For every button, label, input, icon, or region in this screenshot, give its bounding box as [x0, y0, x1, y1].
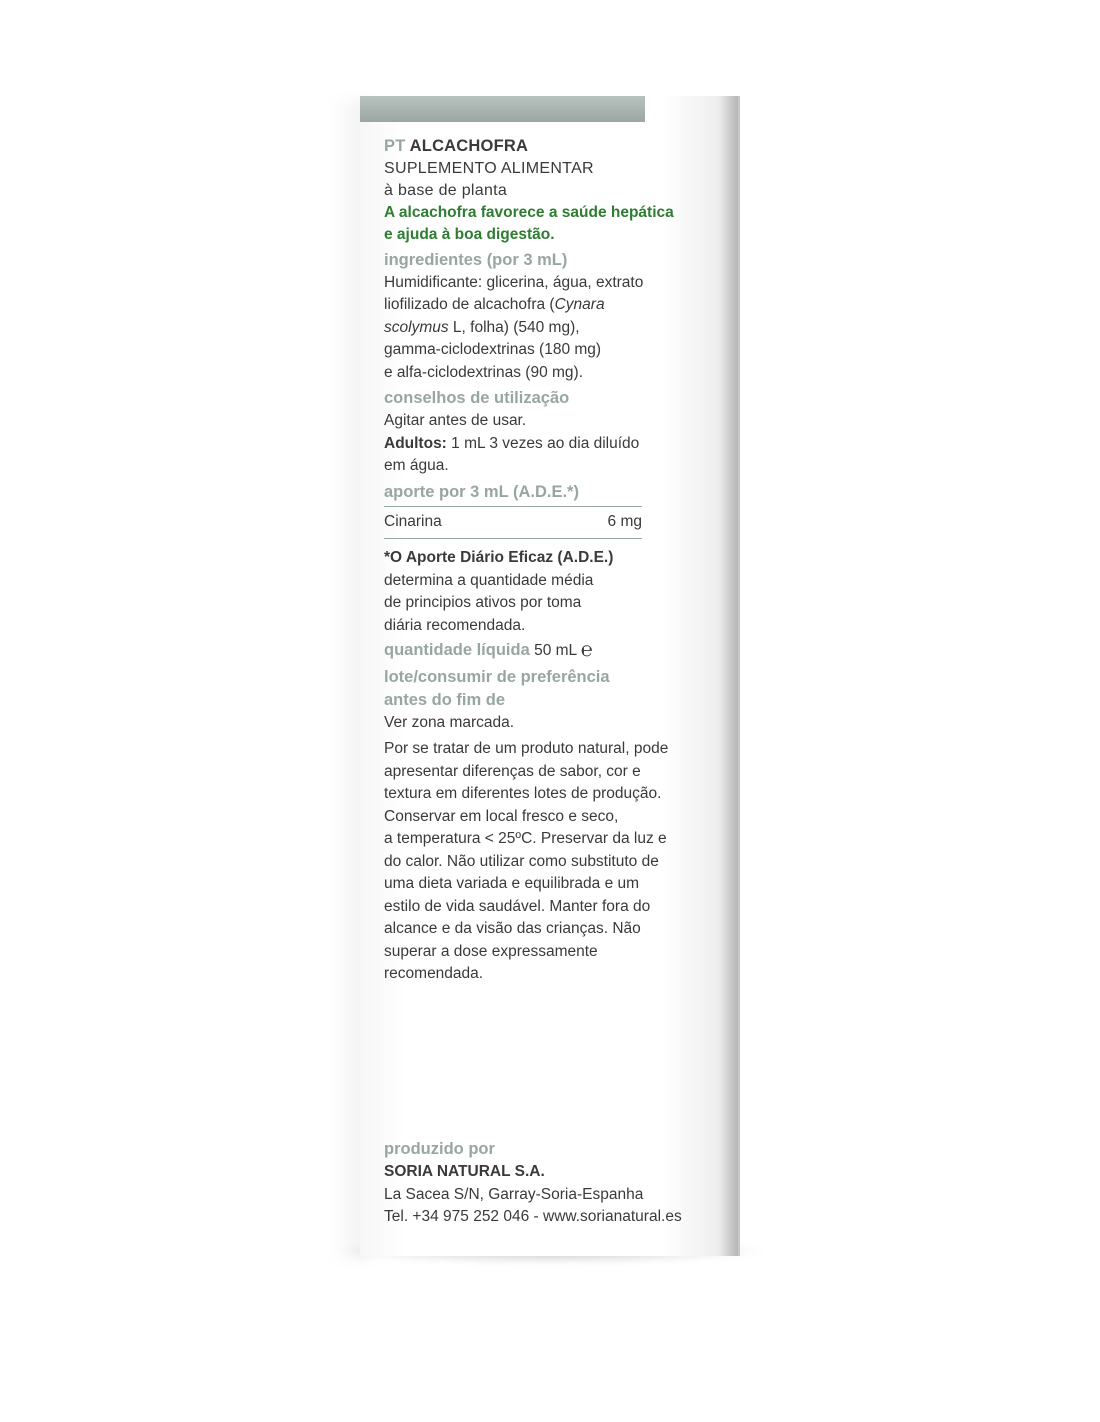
net-quantity-heading: quantidade líquida	[384, 641, 530, 659]
warning-line-7: uma dieta variada e equilibrada e um	[384, 875, 640, 892]
warning-line-4: Conservar em local fresco e seco,	[384, 807, 619, 825]
health-claim-line-1: A alcachofra favorece a saúde hepática	[384, 203, 674, 221]
warning-line-10: superar a dose expressamente	[384, 942, 598, 960]
ingredients-line-2a: liofilizado de alcachofra (	[384, 296, 555, 313]
ingredients-line-3	[384, 317, 724, 340]
product-title	[384, 135, 724, 158]
producer-address: La Sacea S/N, Garray-Soria-Espanha	[384, 1185, 644, 1203]
warning-line-6: do calor. Não utilizar como substituto de	[384, 852, 659, 870]
nutrition-table-row	[384, 506, 642, 540]
warning-line-5: a temperatura < 25ºC. Preservar da luz e	[384, 830, 667, 847]
warning-line-11: recomendada.	[384, 965, 484, 982]
language-code: PT	[384, 137, 406, 155]
subtitle-line-1: SUPLEMENTO ALIMENTAR	[384, 159, 594, 177]
usage-line-1: Agitar antes de usar.	[384, 412, 527, 429]
warning-line-1: Por se tratar de um produto natural, pode	[384, 740, 669, 757]
usage-line-3: em água.	[384, 457, 449, 474]
label-content	[384, 135, 724, 986]
net-quantity	[384, 639, 724, 663]
health-claim-line-2: e ajuda à boa digestão.	[384, 225, 555, 243]
ade-note-line-1: *O Aporte Diário Eficaz (A.D.E.)	[384, 549, 614, 566]
table-compound-name: Cinarina	[384, 512, 442, 530]
ingredients-line-4: gamma-ciclodextrinas (180 mg)	[384, 341, 602, 358]
ingredients-line-2	[384, 294, 724, 317]
warning-line-8: estilo de vida saudável. Manter fora do	[384, 897, 651, 915]
ingredients-line-1: Humidificante: glicerina, água, extrato	[384, 273, 644, 291]
ingredients-line-3b: L, folha) (540 mg),	[448, 318, 580, 336]
table-compound-value: 6 mg	[607, 512, 642, 530]
estimated-sign-icon: ℮	[580, 639, 593, 661]
ingredients-line-5: e alfa-ciclodextrinas (90 mg).	[384, 363, 583, 381]
usage-line-2	[384, 433, 724, 456]
ade-note-line-2: determina a quantidade média	[384, 571, 594, 589]
producer-name: SORIA NATURAL S.A.	[384, 1163, 545, 1180]
subtitle-line-2: à base de planta	[384, 181, 508, 199]
producer-info	[384, 1135, 724, 1229]
producer-contact: Tel. +34 975 252 046 - www.sorianatural.es	[384, 1208, 682, 1225]
top-color-band	[360, 96, 645, 122]
contribution-heading: aporte por 3 mL (A.D.E.*)	[384, 482, 579, 501]
lot-heading-line-1: lote/consumir de preferência	[384, 667, 610, 686]
lot-heading-line-2: antes do fim de	[384, 690, 506, 709]
latin-genus: Cynara	[554, 296, 605, 313]
net-quantity-value: 50 mL	[529, 642, 581, 659]
adults-dose: 1 mL 3 vezes ao dia diluído	[446, 434, 640, 452]
adults-label: Adultos:	[384, 434, 447, 452]
product-name: ALCACHOFRA	[409, 137, 529, 155]
latin-species: scolymus	[384, 318, 449, 336]
ingredients-heading: ingredientes (por 3 mL)	[384, 250, 568, 269]
warning-line-3: textura em diferentes lotes de produção.	[384, 785, 662, 802]
producer-heading: produzido por	[384, 1140, 495, 1158]
warning-line-9: alcance e da visão das crianças. Não	[384, 920, 641, 937]
ade-note	[384, 547, 724, 637]
ade-note-line-3: de principios ativos por toma	[384, 594, 582, 611]
ade-note-line-4: diária recomendada.	[384, 616, 526, 634]
warning-line-2: apresentar diferenças de sabor, cor e	[384, 762, 641, 780]
usage-heading: conselhos de utilização	[384, 389, 570, 407]
lot-text: Ver zona marcada.	[384, 713, 515, 731]
